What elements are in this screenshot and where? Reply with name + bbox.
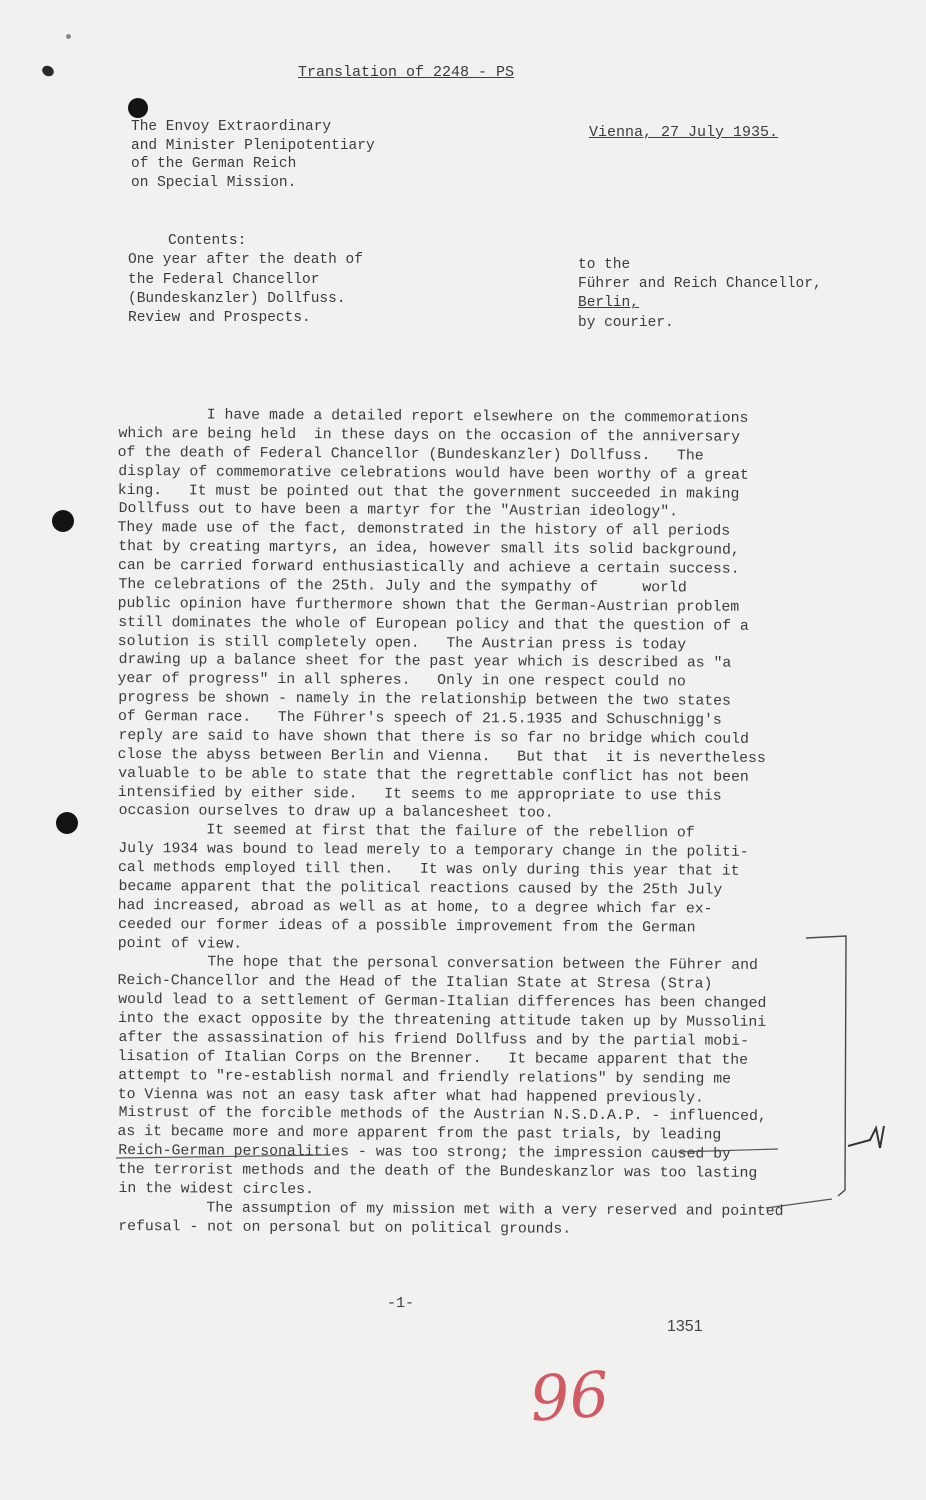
body-line: year of progress" in all spheres. Only in one respect could no: [117, 671, 686, 691]
body-line: drawing up a balance sheet for the past year which is described as "a: [118, 652, 732, 673]
body-line: king. It must be pointed out that the government succeeded in making: [117, 482, 740, 503]
body-line: that by creating martyrs, an idea, however small its solid background,: [118, 539, 740, 559]
body-line: public opinion have furthermore shown that the German-Austrian problem: [117, 595, 740, 616]
contents-line: Review and Prospects.: [128, 310, 311, 327]
body-line: became apparent that the political reactions caused by the 25th July: [118, 878, 723, 899]
body-line: The celebrations of the 25th. July and the sympathy of world: [118, 576, 687, 597]
margin-bracket: [806, 936, 846, 1196]
body-line: to Vienna was not an easy task after what had happened previously.: [117, 1086, 704, 1107]
recipient-to: to the: [578, 257, 631, 273]
body-line: of the death of Federal Chancellor (Bundeskanzler) Dollfuss. The: [117, 444, 704, 465]
body-line: had increased, abroad as well as at home, to a degree which far ex-: [117, 897, 713, 918]
body-line: lisation of Italian Corps on the Brenner. It became apparent that the: [117, 1048, 749, 1069]
date-line: Vienna, 27 July 1935.: [589, 124, 779, 141]
page-number: -1-: [387, 1295, 415, 1312]
body-line: display of commemorative celebrations would have been worthy of a great: [118, 463, 749, 484]
handwritten-note: 96: [527, 1357, 612, 1436]
body-line: I have made a detailed report elsewhere on the commemorations: [117, 406, 749, 427]
recipient-name: Führer and Reich Chancellor,: [578, 276, 822, 293]
body-line: They made use of the fact, demonstrated in the history of all periods: [117, 520, 731, 540]
body-line: ceeded our former ideas of a possible improvement from the German: [118, 916, 696, 937]
body-line: occasion ourselves to draw up a balancesheet too.: [118, 803, 554, 822]
body-line: point of view.: [117, 935, 243, 953]
body-line: The hope that the personal conversation between the Führer and: [118, 954, 758, 975]
contents-heading: Contents:: [168, 233, 247, 249]
body-line: attempt to "re-establish normal and friendly relations" by sending me: [118, 1067, 732, 1088]
body-line: Reich-German personalities - was too strong; the impression caused by: [118, 1143, 731, 1163]
body-line: The assumption of my mission met with a very reserved and pointed: [117, 1199, 784, 1220]
contents-line: One year after the death of: [128, 252, 363, 269]
sender-line: of the German Reich: [131, 156, 297, 172]
body-line: still dominates the whole of European policy and that the question of a: [118, 614, 749, 635]
body-line: of German race. The Führer's speech of 21.5.1935 and Schuschnigg's: [117, 708, 722, 729]
document-title: Translation of 2248 - PS: [298, 64, 515, 81]
underline-mark: [766, 1199, 832, 1208]
body-line: solution is still completely open. The Austrian press is today: [117, 633, 687, 653]
body-line: refusal - not on personal but on political grounds.: [118, 1218, 572, 1238]
body-line: in the widest circles.: [118, 1180, 314, 1199]
body-line: close the abyss between Berlin and Vienna. But that it is nevertheless: [117, 746, 766, 767]
recipient-via: by courier.: [578, 314, 674, 331]
stamp-number: 1351: [667, 1318, 703, 1335]
underline-mark: [116, 1155, 330, 1158]
body-line: It seemed at first that the failure of the rebellion of: [117, 822, 695, 842]
body-line: would lead to a settlement of German-Italian differences has been changed: [118, 992, 767, 1013]
body-line: cal methods employed till then. It was only during this year that it: [117, 859, 740, 880]
body-line: the terrorist methods and the death of the Bundeskanzlor was too lasting: [117, 1161, 758, 1182]
recipient-city: Berlin,: [578, 295, 639, 312]
contents-line: (Bundeskanzler) Dollfuss.: [128, 290, 346, 307]
sender-line: and Minister Plenipotentiary: [131, 137, 375, 154]
body-line: reply are said to have shown that there is so far no bridge which could: [118, 727, 749, 748]
body-line: intensified by either side. It seems to me appropriate to use this: [117, 784, 722, 805]
body-line: progress be shown - namely in the relationship between the two states: [118, 690, 731, 710]
sender-line: on Special Mission.: [131, 174, 297, 191]
body-line: July 1934 was bound to lead merely to a temporary change in the politi-: [118, 841, 749, 861]
body-line: Dollfuss out to have been a martyr for the "Austrian ideology".: [118, 501, 679, 521]
margin-tick-mark: [848, 1126, 884, 1148]
body-line: into the exact opposite by the threatening attitude taken up by Mussolini: [117, 1010, 767, 1031]
body-line: Reich-Chancellor and the Head of the Italian State at Stresa (Stra): [117, 973, 713, 993]
body-line: after the assassination of his friend Dollfuss and by the partial mobi-: [118, 1029, 749, 1050]
body-line: as it became more and more apparent from the past trials, by leading: [117, 1124, 722, 1144]
contents-line: the Federal Chancellor: [128, 271, 320, 288]
body-line: which are being held in these days on the occasion of the anniversary: [118, 425, 741, 446]
sender-line: The Envoy Extraordinary: [131, 119, 332, 135]
underline-mark: [678, 1149, 778, 1152]
body-line: valuable to be able to state that the regrettable conflict has not been: [118, 765, 749, 786]
body-line: Mistrust of the forcible methods of the Austrian N.S.D.A.P. - influenced,: [118, 1105, 767, 1126]
body-line: can be carried forward enthusiastically and achieve a certain success.: [117, 557, 740, 578]
